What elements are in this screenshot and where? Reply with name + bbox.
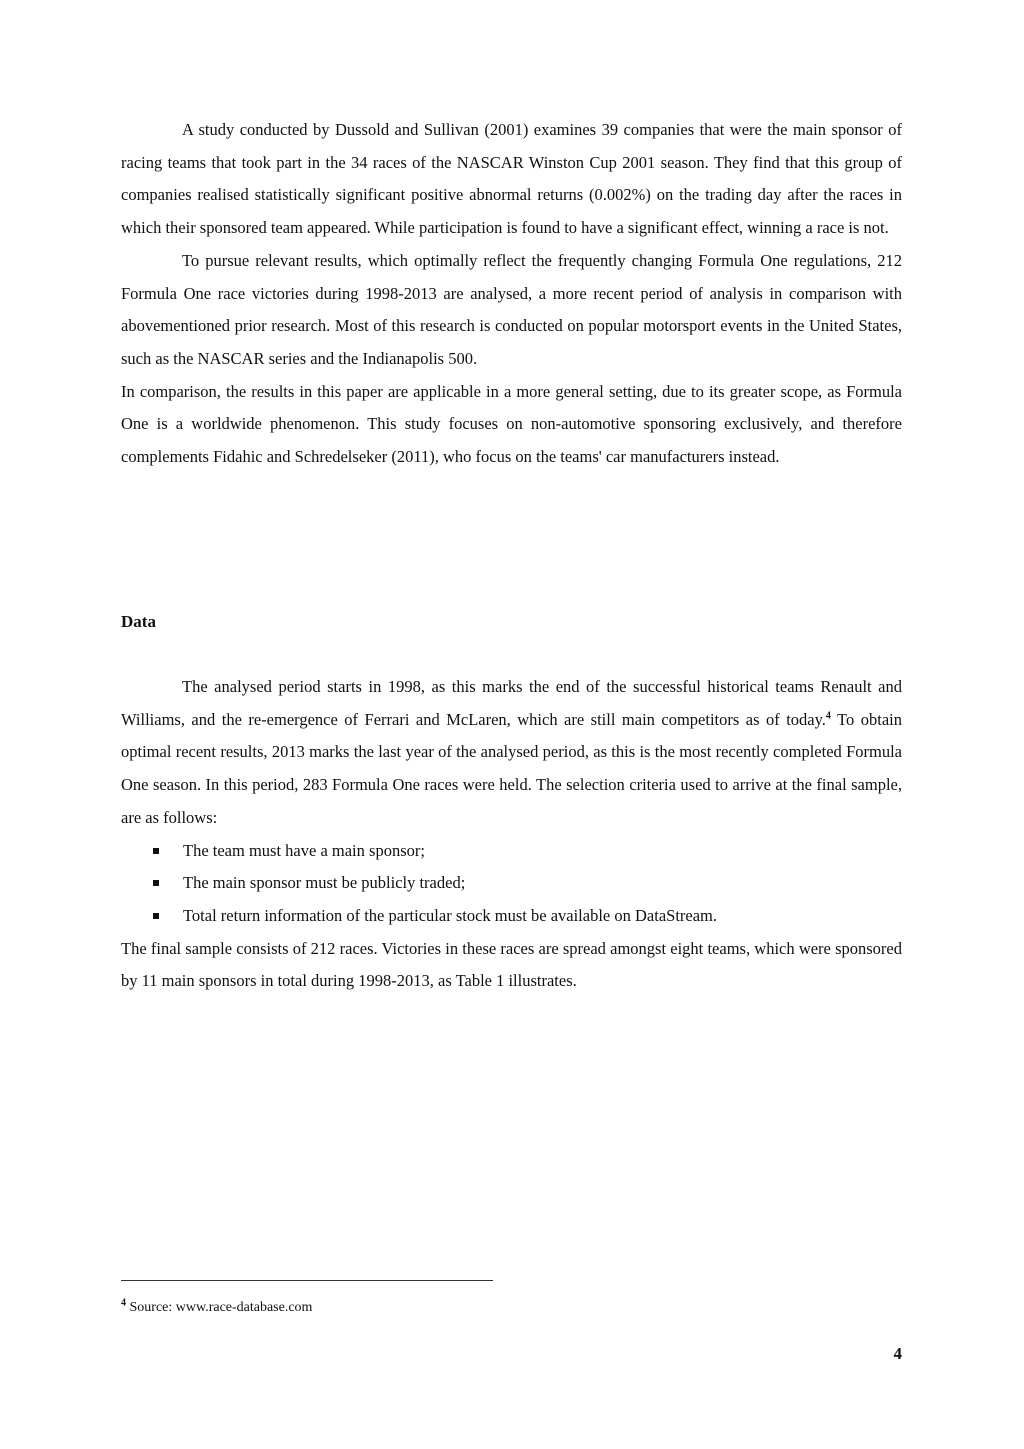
footnote-text: Source: www.race-database.com (126, 1300, 313, 1315)
body-text (121, 114, 902, 474)
footnote (121, 1298, 312, 1318)
footnote-separator (121, 1280, 493, 1281)
paragraph-dussold-sullivan: A study conducted by Dussold and Sullivan (2001) examines 39 companies that were the main sponsor of racing teams that took part in the 34 races of the NASCAR Winston Cup 2001 season. They find that this group of companies realised statistically significant positive abnormal returns (0.002%) on the trading day after the races in which their sponsored team appeared. While participation is found to have a significant effect, winning a race is not. (121, 120, 902, 238)
list-item (121, 900, 902, 933)
paragraph-final-sample: The final sample consists of 212 races. Victories in these races are spread amongst eight teams, which were sponsored by 11 main sponsors in total during 1998-2013, as Table 1 illustrates. (121, 938, 902, 991)
square-bullet-icon (153, 913, 159, 919)
paragraph-analysed-period (121, 671, 902, 835)
list-item-text: The main sponsor must be publicly traded; (183, 873, 466, 893)
list-item-text: The team must have a main sponsor; (183, 840, 425, 860)
footnote-reference: 4 (825, 710, 831, 722)
selection-criteria-list (121, 835, 902, 933)
footnote-number: 4 (121, 1297, 126, 1309)
paragraph-formula-one-regulations: To pursue relevant results, which optimally reflect the frequently changing Formula One regulations, 212 Formula One race victories during 1998-2013 are analysed, a more recent period of analysis in comparison with abovementioned prior research. Most of this research is conducted on popular motorsport events in the United States, such as the NASCAR series and the Indianapolis 500. (121, 250, 902, 368)
analysed-period-text-continued: To obtain optimal recent results, 2013 marks the last year of the analysed period, as this is the most recently completed Formula One season. In this period, 283 Formula One races were held. The selection criteria used to arrive at the final sample, are as follows: (121, 709, 902, 827)
data-section (121, 671, 902, 998)
list-item (121, 835, 902, 868)
square-bullet-icon (153, 848, 159, 854)
page-number: 4 (893, 1344, 902, 1363)
paragraph-general-setting: In comparison, the results in this paper are applicable in a more general setting, due to its greater scope, as Formula One is a worldwide phenomenon. This study focuses on non-automotive sponsoring exclusively, and therefore complements Fidahic and Schredelseker (2011), who focus on the teams' car manufacturers instead. (121, 381, 902, 467)
analysed-period-text: The analysed period starts in 1998, as this marks the end of the successful historical teams Renault and Williams, and the re-emergence of Ferrari and McLaren, which are still main competitors as of today. (121, 677, 902, 729)
square-bullet-icon (153, 880, 159, 886)
list-item (121, 867, 902, 900)
list-item-text: Total return information of the particular stock must be available on DataStream. (183, 905, 718, 925)
section-heading-data: Data (121, 612, 156, 631)
